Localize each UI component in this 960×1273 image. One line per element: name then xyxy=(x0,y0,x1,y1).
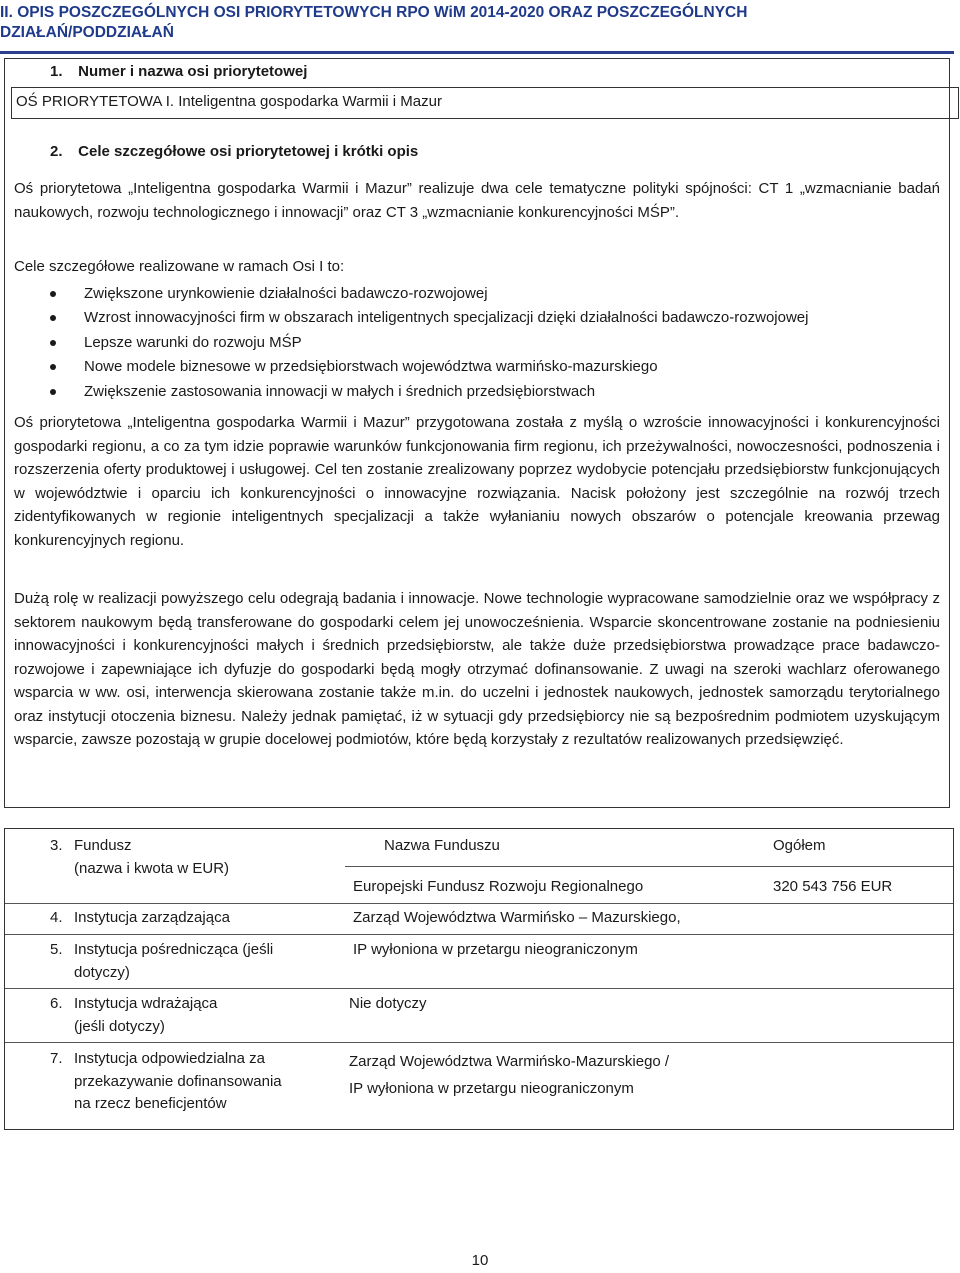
page-number: 10 xyxy=(471,1252,489,1269)
managing-institution-value: Zarząd Województwa Warmińsko – Mazurskiego, xyxy=(353,909,681,926)
fund-total-value: 320 543 756 EUR xyxy=(773,878,893,895)
bullet-icon xyxy=(50,291,56,297)
goals-intro: Cele szczegółowe realizowane w ramach Osi I to: xyxy=(14,258,345,275)
axis-description-box xyxy=(4,58,950,808)
bullet-icon xyxy=(50,389,56,395)
axis-intro-paragraph: Oś priorytetowa „Inteligentna gospodarka Warmii i Mazur” realizuje dwa cele tematyczne polityki spójności: CT 1 „wzmacnianie badań naukowych, rozwoju technologicznego i innowacji” oraz CT 3 „wzmacnianie konkurencyjności MŚP”. xyxy=(14,180,940,221)
list-item: Zwiększenie zastosowania innowacji w małych i średnich przedsiębiorstwach xyxy=(14,380,944,404)
payment-institution-value: Zarząd Województwa Warmińsko-Mazurskiego / IP wyłoniona w przetargu nieograniczonym xyxy=(349,1053,670,1097)
list-item: Wzrost innowacyjności firm w obszarach inteligentnych specjalizacji dzięki działalności badawczo-rozwojowej xyxy=(14,306,944,330)
table-row: 7. Instytucja odpowiedzialna za przekazywanie dofinansowania na rzecz beneficjentów xyxy=(50,1050,282,1112)
axis-goals-heading: 2. Cele szczegółowe osi priorytetowej i krótki opis xyxy=(50,143,419,160)
divider xyxy=(5,988,953,989)
divider xyxy=(5,934,953,935)
axis-name-value: OŚ PRIORYTETOWA I. Inteligentna gospodarka Warmii i Mazur xyxy=(16,93,442,110)
section-heading-line1: II. OPIS POSZCZEGÓLNYCH OSI PRIORYTETOWYCH RPO WiM 2014-2020 ORAZ POSZCZEGÓLNYCH xyxy=(0,4,748,21)
table-row: 4. Instytucja zarządzająca xyxy=(50,909,230,926)
implementing-institution-value: Nie dotyczy xyxy=(349,995,427,1012)
heading-rule xyxy=(0,51,954,54)
institutions-table xyxy=(4,828,954,1130)
axis-purpose-paragraph: Oś priorytetowa „Inteligentna gospodarka Warmii i Mazur” przygotowana została z myślą o wzroście innowacyjności i konkurencyjności gospodarki regionu, a co za tym idzie poprawie warunków funkcjonowania firm regionu, ich przeżywalności, nowoczesności, podnoszenia i rozszerzenia oferty produktowej i usługowej. Cel ten zostanie zrealizowany poprzez wydobycie potencjału przedsiębiorstw funkcjonujących w województwie i oparciu ich konkurencyjności o innowacyjne rozwiązania. Nacisk położony jest szczególnie na rozwój trzech zidentyfikowanych w regionie inteligentnych specjalizacji a także wyłanianiu nowych obszarów o potencjale kreowania przewag konkurencyjnych regionu. xyxy=(14,414,940,549)
fund-name-header: Nazwa Funduszu xyxy=(384,837,500,854)
bullet-icon xyxy=(50,364,56,370)
divider xyxy=(5,1042,953,1043)
table-row: 3. Fundusz (nazwa i kwota w EUR) xyxy=(50,837,230,877)
bullet-icon xyxy=(50,315,56,321)
list-item: Zwiększone urynkowienie działalności badawczo-rozwojowej xyxy=(14,282,944,306)
axis-research-paragraph: Dużą rolę w realizacji powyższego celu odegrają badania i innowacje. Nowe technologie wypracowane samodzielnie oraz we współpracy z sektorem naukowym będą transferowane do gospodarki celem jej unowocześnienia. Wsparcie skoncentrowane zostanie na podniesieniu innowacyjności i konkurencyjności małych i średnich przedsiębiorstw, ale także duże przedsiębiorstwa prowadzące prace badawczo-rozwojowe i zapewniające ich dyfuzje do gospodarki będą mogły otrzymać dofinansowanie. Z uwagi na szeroki wachlarz oferowanego wsparcia w ww. osi, interwencja skierowana zostanie także m.in. do uczelni i jednostek naukowych, jednostek samorządu terytorialnego oraz instytucji otoczenia biznesu. Należy jednak pamiętać, iż w sytuacji gdy przedsiębiorcy nie są bezpośrednim podmiotem uzyskującym wsparcie, zawsze pozostają w grupie docelowej podmiotów, które będą korzystały z rezultatów realizowanych przedsięwzięć. xyxy=(14,590,940,748)
list-item: Nowe modele biznesowe w przedsiębiorstwach województwa warmińsko-mazurskiego xyxy=(14,355,944,379)
axis-name-heading: 1. Numer i nazwa osi priorytetowej xyxy=(50,63,308,80)
axis-goals-label: Cele szczegółowe osi priorytetowej i krótki opis xyxy=(78,143,419,160)
goals-list xyxy=(14,282,944,404)
intermediate-institution-value: IP wyłoniona w przetargu nieograniczonym xyxy=(353,941,638,958)
fund-name-value: Europejski Fundusz Rozwoju Regionalnego xyxy=(353,878,644,895)
axis-name-box xyxy=(11,87,959,119)
section-heading xyxy=(0,3,940,43)
bullet-icon xyxy=(50,340,56,346)
axis-name-label: Numer i nazwa osi priorytetowej xyxy=(78,63,308,80)
divider xyxy=(345,866,953,867)
divider xyxy=(5,903,953,904)
table-row: 6. Instytucja wdrażająca (jeśli dotyczy) xyxy=(50,995,218,1035)
table-row: 5. Instytucja pośrednicząca (jeśli dotyczy) xyxy=(50,941,274,981)
fund-total-header: Ogółem xyxy=(773,837,826,854)
section-heading-line2: DZIAŁAŃ/PODDZIAŁAŃ xyxy=(0,24,174,41)
list-item: Lepsze warunki do rozwoju MŚP xyxy=(14,331,944,355)
